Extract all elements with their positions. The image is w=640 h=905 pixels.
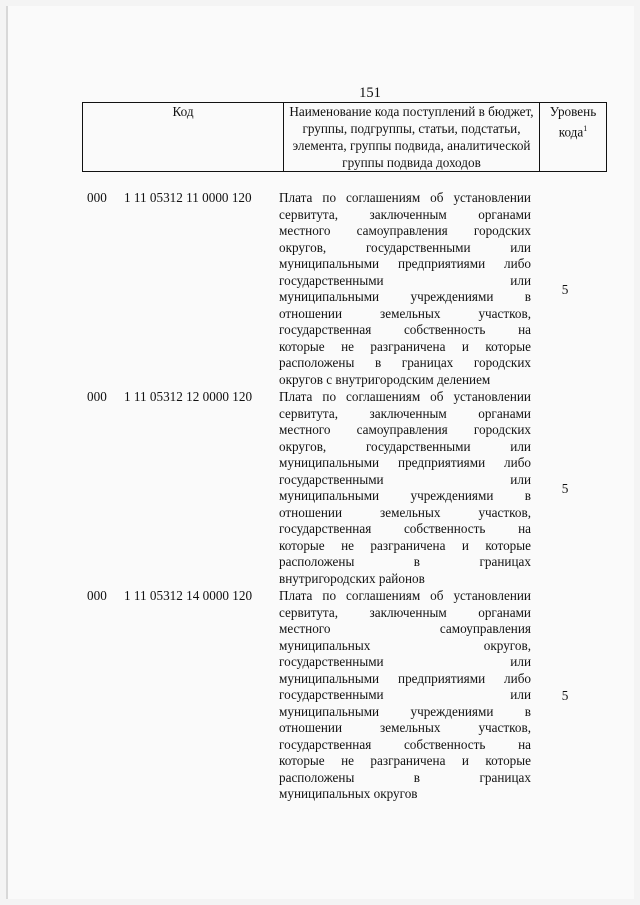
income-name-line: сервитута, заключенным органами (279, 604, 531, 620)
income-name-line: отношении земельных участков, (279, 305, 531, 321)
income-name-line: расположены в границах (279, 769, 531, 785)
code-level: 5 (561, 688, 569, 703)
income-name-line: муниципальных округов, (279, 637, 531, 653)
admin-code: 000 (87, 190, 107, 205)
income-name (279, 588, 531, 803)
income-name-line: которые не разграничена и которые (279, 537, 531, 553)
income-name-line: государственными или (279, 687, 531, 702)
income-name-line: округов с внутригородским делением (279, 371, 491, 387)
income-name-line: расположены в границах городских (279, 355, 531, 370)
income-name-line: государственная собственность на (279, 521, 531, 536)
code-level: 5 (561, 481, 569, 496)
income-name (279, 389, 531, 587)
table-row (0, 190, 626, 388)
income-name-line: округов, государственными или (279, 239, 531, 255)
income-name-line: муниципальными предприятиями либо (279, 455, 531, 470)
income-name-line: сервитута, заключенным органами (279, 206, 531, 222)
admin-code: 000 (87, 389, 107, 404)
income-name-line: отношении земельных участков, (279, 720, 531, 735)
page-number: 151 (359, 85, 381, 101)
income-name-line: государственными или (279, 471, 531, 487)
header-level-label: Уровень кода (549, 104, 597, 140)
table-header (82, 102, 607, 172)
table-row (0, 389, 626, 587)
income-name-line: Плата по соглашениям об установлении (279, 588, 531, 603)
income-name-line: муниципальными предприятиями либо (279, 670, 531, 686)
header-name: Наименование кода поступлений в бюджет, группы, подгруппы, статьи, подстатьи, элемента, группы подвида, аналитической группы подвида доходов (284, 103, 540, 172)
income-name-line: сервитута, заключенным органами (279, 405, 531, 421)
income-name-line: которые не разграничена и которые (279, 338, 531, 354)
income-name-line: местного самоуправления (279, 621, 531, 636)
header-level-footnote: 1 (583, 124, 588, 133)
income-name-line: внутригородских районов (279, 570, 425, 586)
income-name-line: Плата по соглашениям об установлении (279, 190, 531, 205)
income-name-line: государственными или (279, 272, 531, 288)
income-name (279, 190, 531, 388)
income-name-line: Плата по соглашениям об установлении (279, 389, 531, 404)
income-code: 1 11 05312 11 0000 120 (124, 190, 252, 205)
income-code: 1 11 05312 12 0000 120 (124, 389, 253, 404)
income-name-line: муниципальных округов (279, 786, 418, 801)
income-name-line: местного самоуправления городских (279, 422, 531, 437)
income-code: 1 11 05312 14 0000 120 (124, 588, 253, 603)
income-name-line: муниципальными учреждениями в (279, 703, 531, 719)
income-name-line: местного самоуправления городских (279, 223, 531, 238)
code-level: 5 (561, 282, 569, 297)
header-code: Код (83, 103, 284, 172)
income-name-line: расположены в границах (279, 554, 531, 569)
income-name-line: государственная собственность на (279, 322, 531, 337)
income-name-line: государственная собственность на (279, 736, 531, 752)
income-name-line: муниципальными предприятиями либо (279, 256, 531, 271)
income-name-line: отношении земельных участков, (279, 504, 531, 520)
income-name-line: государственными или (279, 654, 531, 669)
income-name-line: округов, государственными или (279, 438, 531, 454)
income-name-line: муниципальными учреждениями в (279, 488, 531, 503)
header-level (540, 103, 607, 172)
table-row (0, 588, 626, 803)
admin-code: 000 (87, 588, 107, 603)
income-name-line: муниципальными учреждениями в (279, 289, 531, 304)
income-name-line: которые не разграничена и которые (279, 753, 531, 768)
